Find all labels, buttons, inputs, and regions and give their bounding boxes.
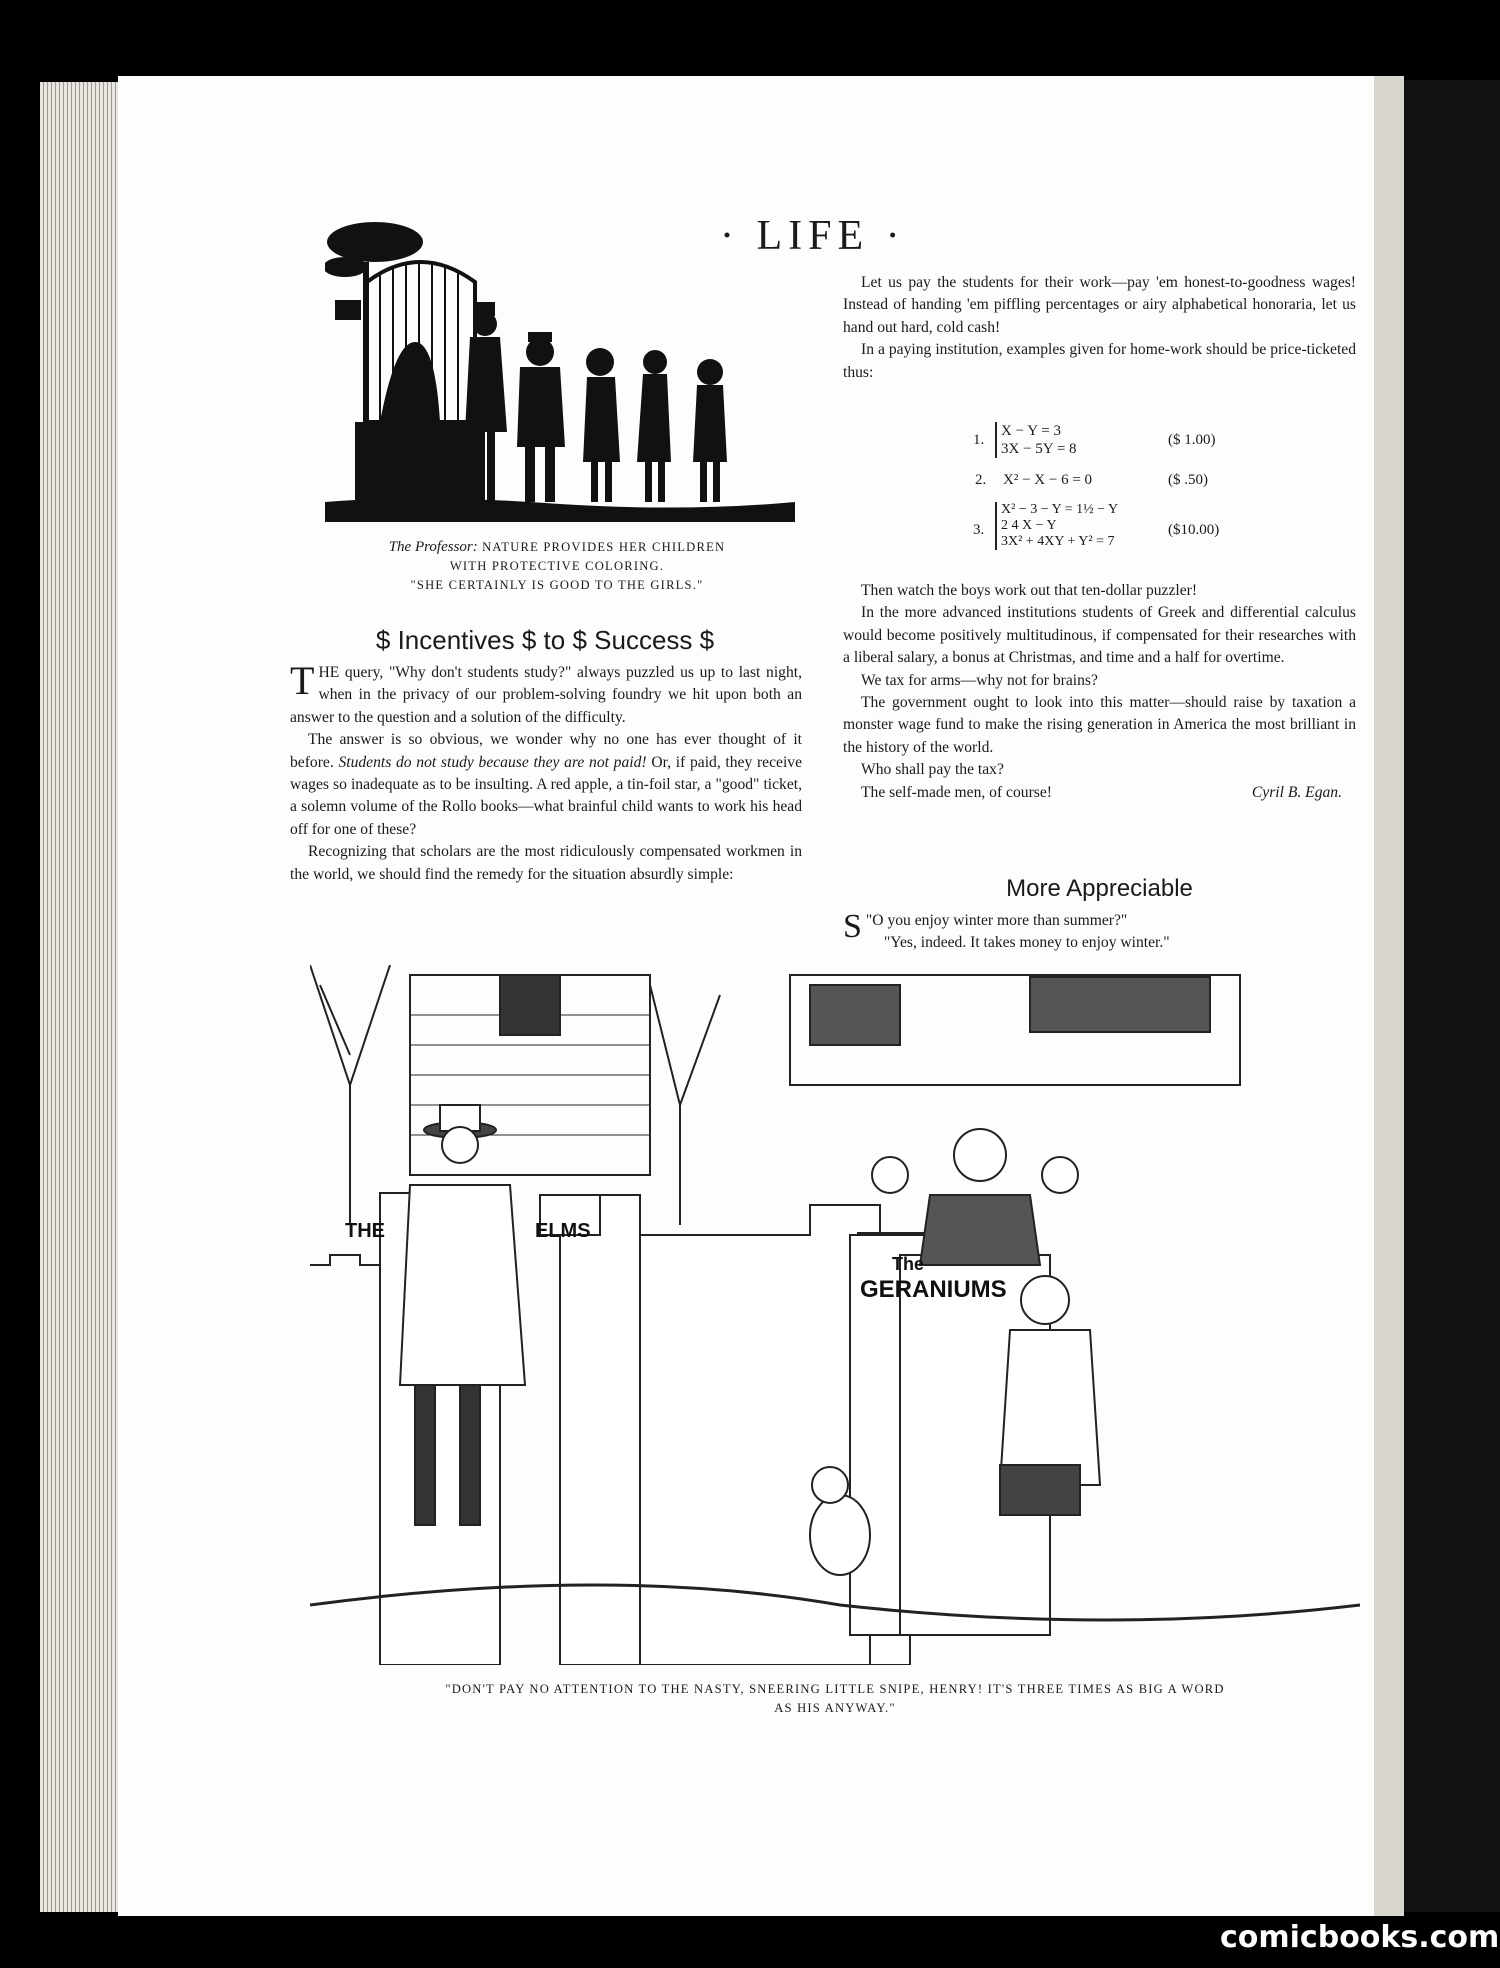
example-3-equations: X² − 3 − Y = 1½ − Y 2 4 X − Y 3X² + 4XY + Y² = 7 bbox=[995, 502, 1118, 550]
homework-examples bbox=[973, 422, 1263, 562]
article-title: $ Incentives $ to $ Success $ bbox=[375, 625, 715, 655]
sign-elms: ELMS bbox=[535, 1220, 591, 1242]
article-signature: Cyril B. Egan. bbox=[1251, 783, 1342, 801]
sign-geraniums: GERANIUMS bbox=[860, 1276, 1007, 1303]
example-3-number: 3. bbox=[973, 522, 985, 538]
article-right-column bbox=[843, 272, 1356, 384]
example-1-equations: X − Y = 3 3X − 5Y = 8 bbox=[995, 422, 1077, 458]
caption-line-3: "SHE CERTAINLY IS GOOD TO THE GIRLS." bbox=[410, 578, 704, 592]
example-1-number: 1. bbox=[973, 432, 985, 448]
article-paragraph-2: The answer is so obvious, we wonder why no one has ever thought of it before. Students do not study because they are not paid! Or, if paid, they receive wages so inadequate as to be insulting. A red apple, a tin-foil star, a "good" ticket, a solemn volume of the Rollo books—what brainful child wants to work his head off for one of these? bbox=[290, 731, 802, 838]
article-paragraph-9: The government ought to look into this matter—should raise by taxation a monster wage fund to make the rising generation in America the most brilliant in the history of the world. bbox=[843, 694, 1356, 756]
book-page-edges bbox=[40, 82, 120, 1912]
joke-line-2: "Yes, indeed. It takes money to enjoy winter." bbox=[883, 934, 1170, 952]
masthead: · LIFE · bbox=[720, 213, 906, 259]
watermark: comicbooks.com bbox=[1220, 1920, 1500, 1955]
sign-the: THE bbox=[345, 1220, 385, 1242]
cartoon-caption-line-1: "DON'T PAY NO ATTENTION TO THE NASTY, SNEERING LITTLE SNIPE, HENRY! IT'S THREE TIMES AS BIG A WORD bbox=[445, 1682, 1225, 1696]
sign-the-geraniums-the: The bbox=[892, 1254, 925, 1274]
article-paragraph-4: Let us pay the students for their work—pay 'em honest-to-goodness wages! Instead of handing 'em piffling percentages or airy alphabetical honoraria, let us hand out hard, cold cash! bbox=[843, 274, 1356, 336]
drop-cap: T bbox=[290, 658, 315, 703]
example-3-price: ($10.00) bbox=[1168, 522, 1220, 538]
article-paragraph-8: We tax for arms—why not for brains? bbox=[861, 671, 1098, 689]
article-left-column bbox=[290, 658, 802, 886]
caption-line-2: WITH PROTECTIVE COLORING. bbox=[449, 559, 665, 573]
joke-drop-cap: S bbox=[843, 908, 862, 945]
joke-text bbox=[843, 910, 1356, 955]
cartoon-caption-line-2: AS HIS ANYWAY." bbox=[774, 1701, 896, 1715]
example-2-number: 2. bbox=[975, 472, 987, 488]
scan-border bbox=[1404, 80, 1500, 1912]
silhouette-illustration bbox=[325, 222, 795, 532]
example-1-price: ($ 1.00) bbox=[1168, 432, 1216, 448]
joke-line-1: " S O you enjoy winter more than summer?" bbox=[843, 908, 1128, 945]
article-paragraph-11: The self-made men, of course! Cyril B. Egan. bbox=[843, 782, 1356, 804]
article-paragraph-3: Recognizing that scholars are the most ridiculously compensated workmen in the world, we should find the remedy for the situation absurdly simple: bbox=[290, 843, 802, 883]
cartoon-caption bbox=[300, 1680, 1370, 1718]
article-right-column-cont bbox=[843, 580, 1356, 804]
example-2-price: ($ .50) bbox=[1168, 472, 1208, 488]
example-2-equation: X² − X − 6 = 0 bbox=[1003, 472, 1093, 488]
cartoon-illustration bbox=[310, 965, 1360, 1665]
article-paragraph-7: In the more advanced institutions students of Greek and differential calculus would become positively multitudinous, if compensated for their researches with a liberal salary, a bonus at Christmas, and time and a half for overtime. bbox=[843, 604, 1356, 667]
article-paragraph-1: THE query, "Why don't students study?" always puzzled us up to last night, when in the privacy of our problem-solving foundry we hit upon both an answer to the question and a solution of the difficulty. bbox=[290, 658, 802, 726]
silhouette-caption bbox=[322, 538, 792, 595]
caption-line-1: NATURE PROVIDES HER CHILDREN bbox=[482, 540, 726, 554]
caption-speaker: The Professor: bbox=[388, 539, 478, 555]
joke-title: More Appreciable bbox=[1006, 875, 1193, 902]
article-paragraph-5: In a paying institution, examples given for home-work should be price-ticketed thus: bbox=[843, 341, 1356, 381]
article-paragraph-10: Who shall pay the tax? bbox=[861, 761, 1004, 779]
article-paragraph-6: Then watch the boys work out that ten-dollar puzzler! bbox=[861, 582, 1198, 599]
book-right-edge bbox=[1374, 76, 1404, 1916]
